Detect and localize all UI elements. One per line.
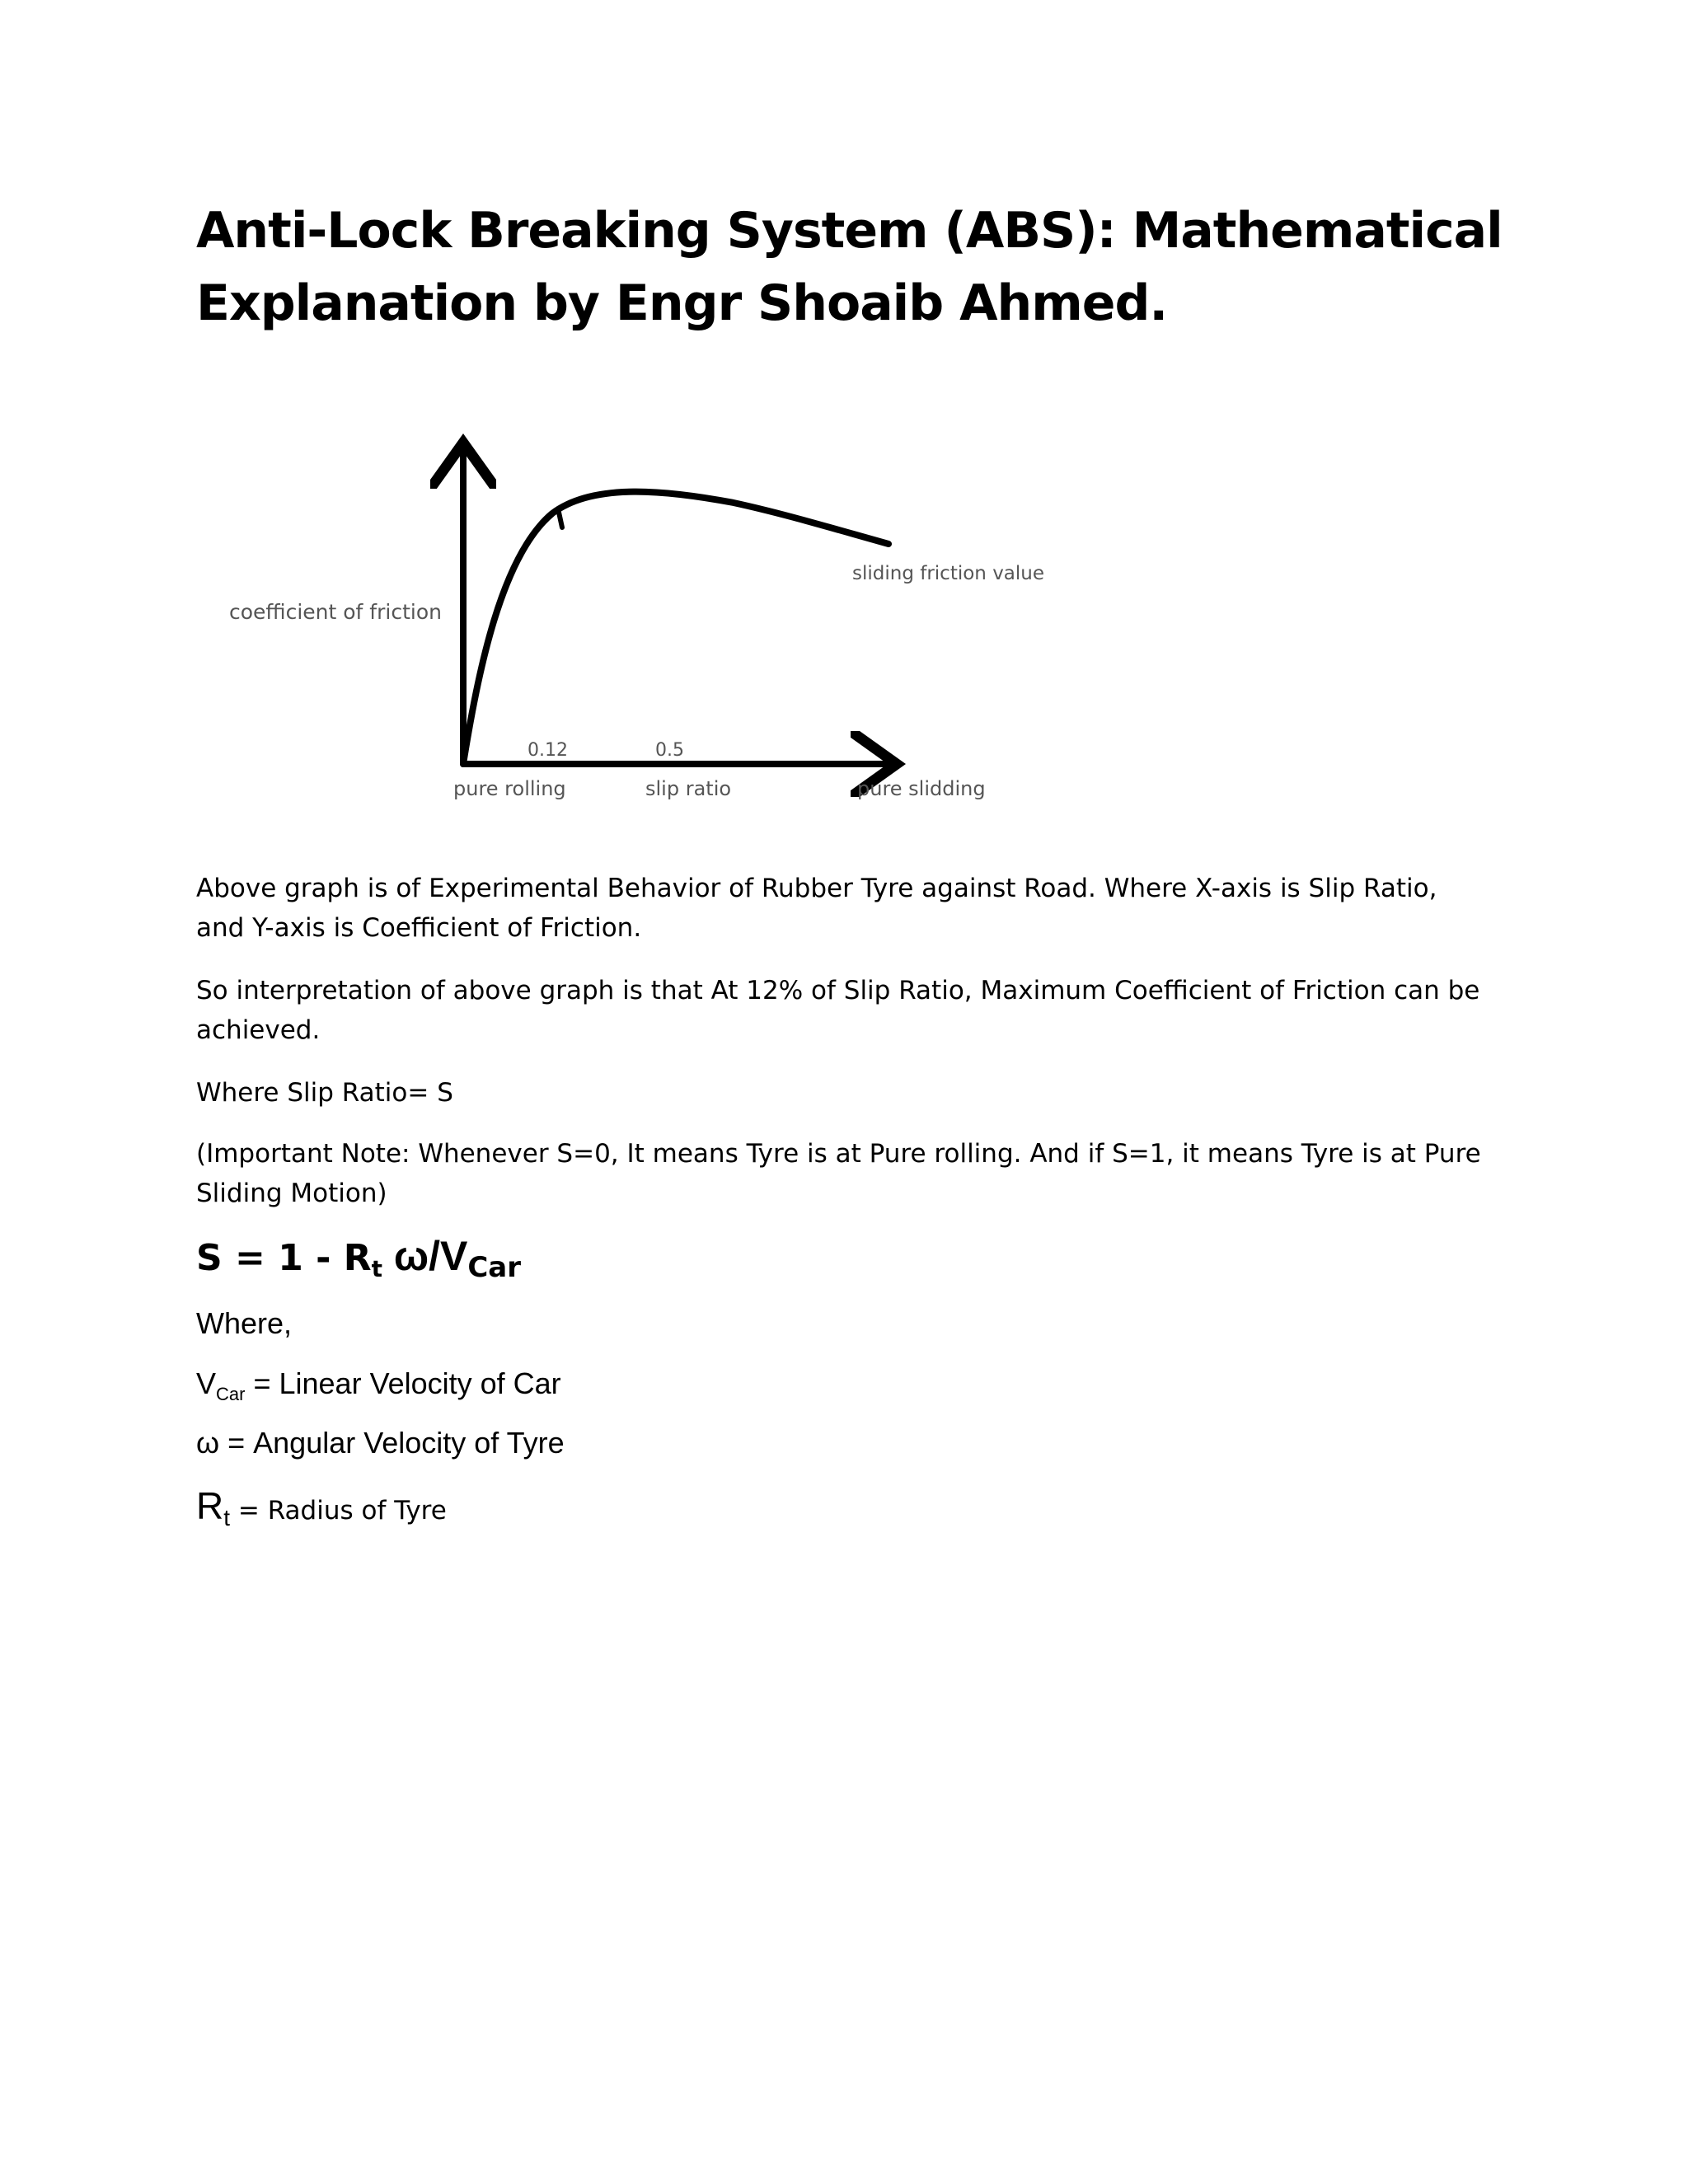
title-line-2: Explanation by Engr Shoaib Ahmed. (196, 274, 1168, 332)
radius-subscript: t (223, 1505, 231, 1530)
formula-r-subscript: t (371, 1255, 382, 1282)
radius-text: = Radius of Tyre (230, 1496, 447, 1526)
x-label-pure-sliding: pure slidding (857, 777, 986, 800)
formula-omega-v: ω/V (382, 1233, 468, 1279)
definition-velocity-car (196, 1364, 561, 1408)
velocity-symbol: V (196, 1366, 217, 1400)
title-line-1: Anti-Lock Breaking System (ABS): Mathematical (196, 202, 1503, 260)
definitions-where: Where, (196, 1306, 293, 1340)
slip-ratio-formula (196, 1231, 521, 1287)
y-axis-label: coefficient of friction (229, 600, 442, 624)
radius-symbol: R (196, 1484, 224, 1527)
velocity-subscript: Car (216, 1384, 246, 1404)
tick-label-012: 0.12 (528, 740, 568, 761)
definition-angular-velocity: ω = Angular Velocity of Tyre (196, 1426, 565, 1460)
friction-slip-graph (206, 424, 1071, 812)
friction-curve (463, 492, 889, 764)
peak-tick (558, 509, 562, 527)
paragraph-graph-description: Above graph is of Experimental Behavior of Rubber Tyre against Road. Where X-axis is Slip Ratio, and Y-axis is Coefficient of Friction. (196, 874, 1437, 943)
formula-v-subscript: Car (467, 1251, 522, 1284)
page-title (196, 194, 1548, 340)
formula-lhs: S = 1 - R (196, 1237, 372, 1279)
velocity-text: = Linear Velocity of Car (245, 1366, 561, 1400)
curve-label: sliding friction value (852, 563, 1045, 584)
definition-radius (196, 1483, 447, 1528)
paragraph-important-note: (Important Note: Whenever S=0, It means Tyre is at Pure rolling. And if S=1, it means Tyre is at Pure Sliding Motion) (196, 1139, 1481, 1208)
x-label-slip-ratio: slip ratio (645, 777, 732, 800)
x-label-pure-rolling: pure rolling (453, 777, 566, 800)
tick-label-05: 0.5 (655, 740, 684, 761)
paragraph-interpretation: So interpretation of above graph is that At 12% of Slip Ratio, Maximum Coefficient of Friction can be achieved. (196, 976, 1480, 1045)
paragraph-slip-ratio: Where Slip Ratio= S (196, 1078, 453, 1108)
